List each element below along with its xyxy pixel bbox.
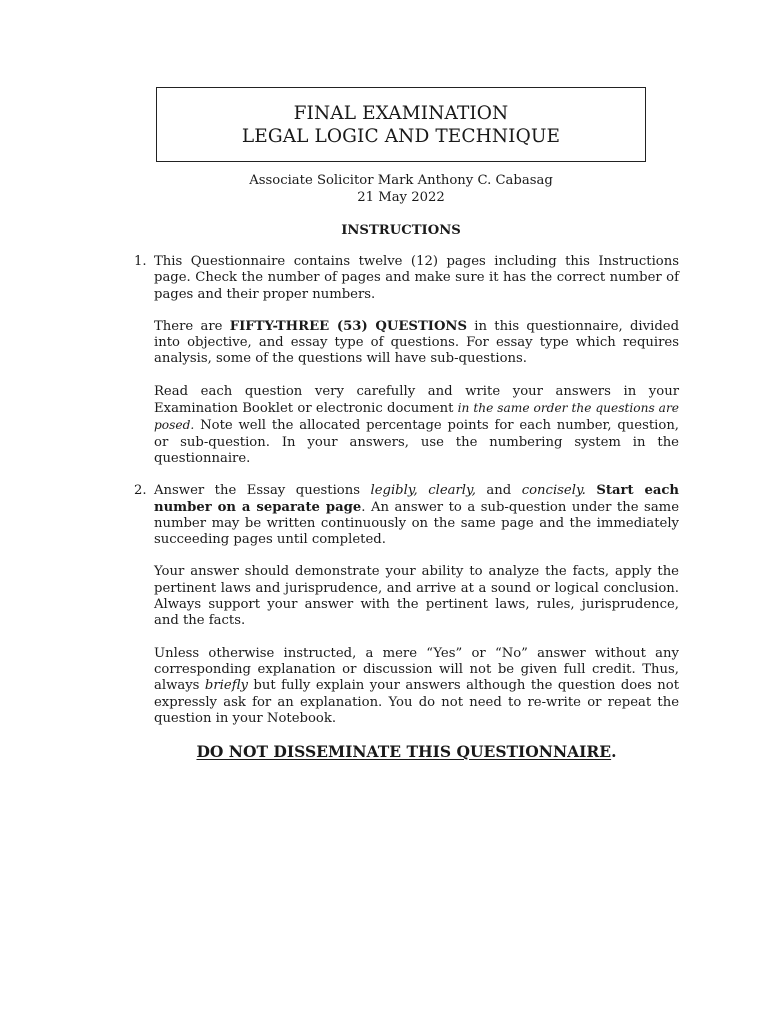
text-run: Answer the Essay questions xyxy=(154,483,371,499)
instruction-item-1 xyxy=(134,254,679,467)
notice-period: . xyxy=(611,742,617,761)
exam-date: 21 May 2022 xyxy=(357,190,445,205)
dissemination-notice xyxy=(134,742,679,762)
text-run: . An answer to a sub-question under the same number may be written continuously on the same page and the immediately succeeding pages until completed. xyxy=(154,499,679,548)
text-run: There are xyxy=(154,318,230,334)
separate-page-emphasis: Start each number on a separate page xyxy=(154,483,680,515)
order-emphasis: in the same order the questions are posed. xyxy=(154,401,679,433)
instructions-list xyxy=(134,254,679,743)
text-run: but fully explain your answers although the question does not expressly ask for an explanation. You do not need to re-write or repeat the question in your Notebook. xyxy=(154,678,680,726)
course-title: LEGAL LOGIC AND TECHNIQUE xyxy=(241,126,561,147)
item-1-paragraph-3 xyxy=(154,384,679,467)
exam-title: FINAL EXAMINATION xyxy=(293,103,509,124)
concisely-emphasis: concisely. xyxy=(521,483,586,499)
item-number: 1. xyxy=(134,254,147,269)
instructions-heading: INSTRUCTIONS xyxy=(341,223,461,238)
question-count-emphasis: FIFTY-THREE (53) QUESTIONS xyxy=(229,318,468,334)
author-name: Associate Solicitor Mark Anthony C. Cabasag xyxy=(249,173,553,188)
text-run: and xyxy=(475,483,522,499)
text-run: Read each question very carefully and write your answers in your Examination Booklet or electronic document xyxy=(154,383,679,417)
text-run xyxy=(586,483,597,498)
text-run: Note well the allocated percentage points for each number, question, or sub-question. In your answers, use the numbering system in the questionnaire. xyxy=(154,418,679,466)
title-box xyxy=(156,87,646,162)
item-number: 2. xyxy=(134,483,147,499)
item-1-paragraph-2 xyxy=(154,319,679,368)
item-1-paragraph-1: This Questionnaire contains twelve (12) pages including this Instructions page. Check the number of pages and make sure it has the correct number of pages and their proper numbers. xyxy=(154,254,679,302)
notice-text: DO NOT DISSEMINATE THIS QUESTIONNAIRE xyxy=(196,742,612,761)
legibly-clearly-emphasis: legibly, clearly, xyxy=(370,483,476,499)
item-2-paragraph-3 xyxy=(154,646,679,727)
item-2-paragraph-2: Your answer should demonstrate your ability to analyze the facts, apply the pertinent laws and jurisprudence, and arrive at a sound or logical conclusion. Always support your answer with the pertinent laws, rules, jurisprudence, and the facts. xyxy=(154,564,679,629)
instruction-item-2 xyxy=(134,483,679,727)
briefly-emphasis: briefly xyxy=(204,678,248,694)
text-run: Unless otherwise instructed, a mere “Yes” or “No” answer without any corresponding explanation or discussion will not be given full credit. Thus, always xyxy=(154,645,679,694)
item-2-paragraph-1 xyxy=(154,483,679,548)
author-block xyxy=(156,172,646,206)
text-run: in this questionnaire, divided into objective, and essay type of questions. For essay type which requires analysis, some of the questions will have sub-questions. xyxy=(154,318,680,367)
